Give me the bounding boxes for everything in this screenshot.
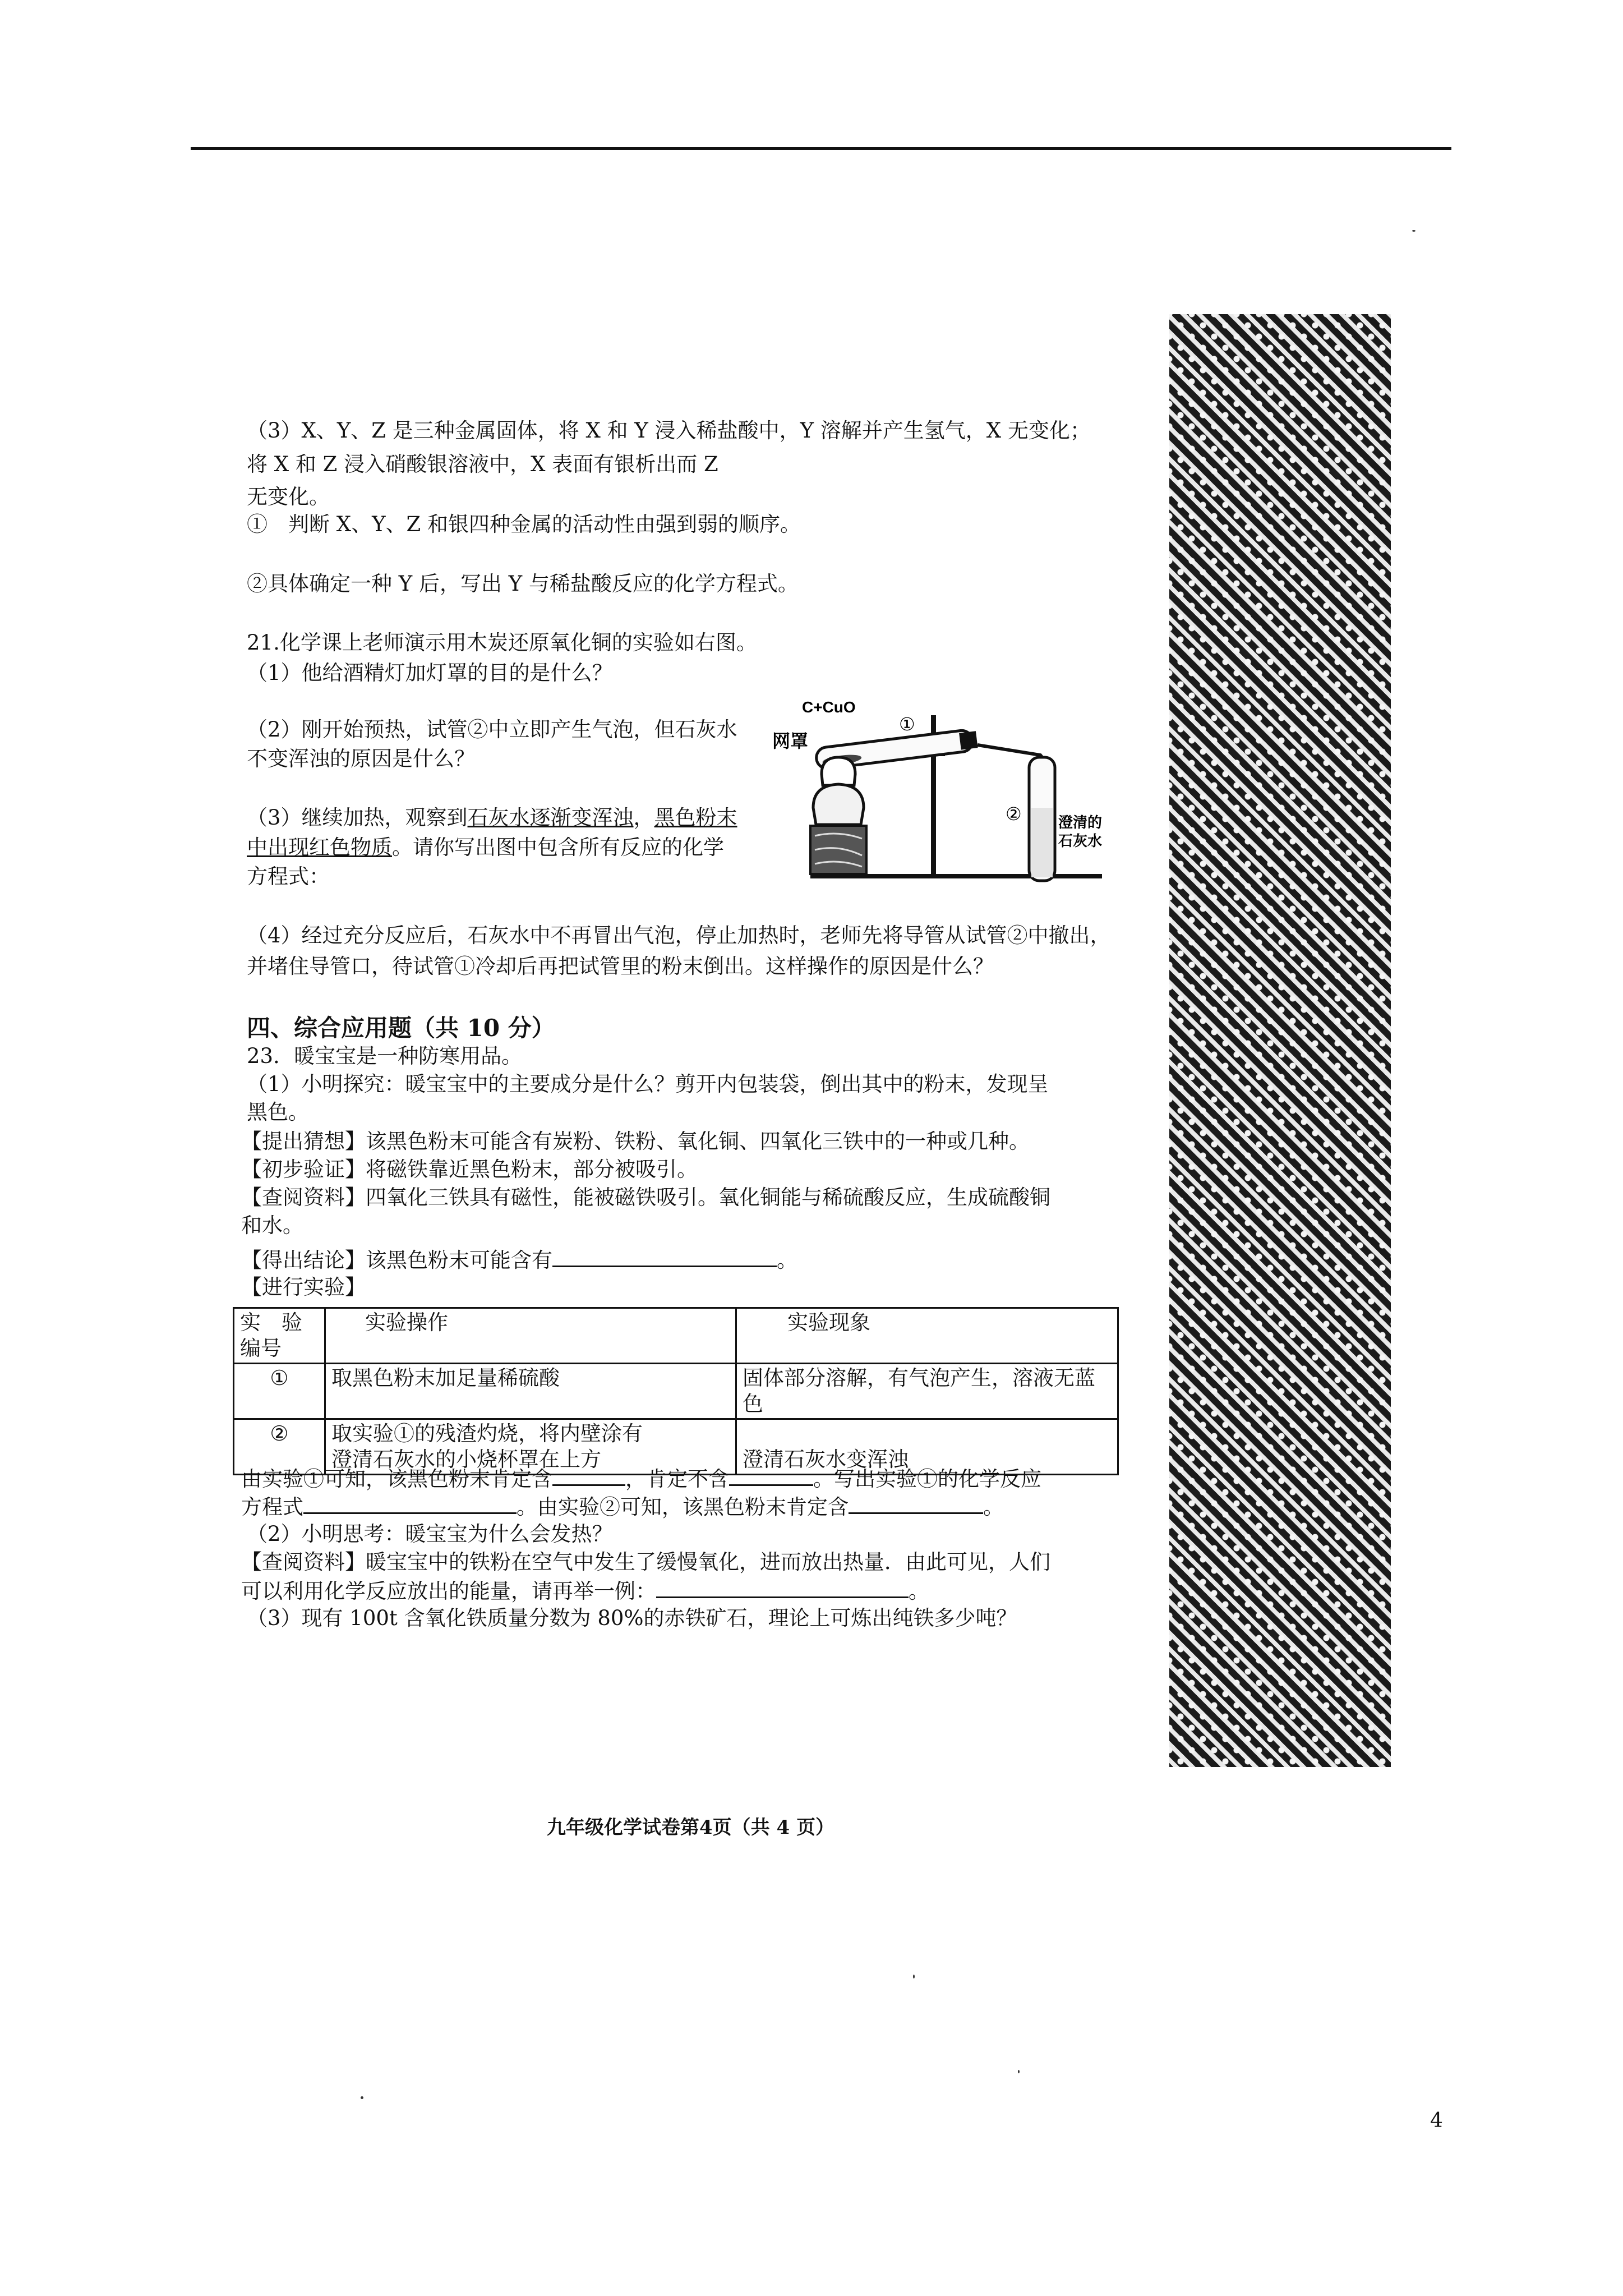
q23-conclusion (241, 1246, 797, 1273)
header-id-line1: 实 验 (240, 1310, 302, 1335)
alcohol-lamp (813, 784, 864, 825)
page-footer: 九年级化学试卷第4页（共 4 页） (547, 1816, 834, 1839)
q21-part3-text: （3）继续加热，观察到 (247, 806, 468, 830)
q20-3-line1: （3）X、Y、Z 是三种金属固体，将 X 和 Y 浸入稀盐酸中，Y 溶解并产生氢气，X 无变化； (247, 418, 1091, 443)
q23-part3: （3）现有 100t 含氧化铁质量分数为 80%的赤铁矿石，理论上可炼出纯铁多少吨？ (247, 1606, 1017, 1630)
q23-after-line2 (241, 1493, 1004, 1520)
row1-observation: 固体部分溶解，有气泡产生，溶液无蓝色 (736, 1364, 1118, 1419)
section-4-title: 四、综合应用题（共 10 分） (247, 1014, 555, 1042)
decorative-pattern-strip (1169, 314, 1391, 1767)
q21-part1: （1）他给酒精灯加灯罩的目的是什么？ (247, 661, 613, 685)
q23-intro: 23．暖宝宝是一种防寒用品。 (247, 1044, 523, 1068)
scan-speck (1018, 2070, 1020, 2073)
q23-info-line2: 和水。 (241, 1213, 303, 1237)
after1-text-a: 由实验①可知，该黑色粉末肯定含 (241, 1467, 552, 1491)
row2-observation: 澄清石灰水变浑浊 (736, 1419, 1118, 1475)
q21-part3-line2 (247, 835, 724, 861)
answer-blank-conclusion[interactable] (552, 1246, 777, 1267)
row1-id: ① (234, 1364, 325, 1419)
after2-text-c: 。 (983, 1495, 1004, 1519)
answer-blank-exp2[interactable] (849, 1493, 983, 1514)
q21-part4-line1: （4）经过充分反应后，石灰水中不再冒出气泡，停止加热时，老师先将导管从试管②中撤出， (247, 923, 1111, 947)
q23-info2-line2 (241, 1577, 929, 1604)
table-header-id (234, 1308, 325, 1364)
scan-speck (361, 2096, 363, 2099)
q21-part3-underlined-observation: 石灰水逐渐变浑浊 (467, 806, 634, 830)
label-reagent: C+CuO (802, 698, 856, 716)
q23-part2: （2）小明思考：暖宝宝为什么会发热？ (247, 1522, 613, 1546)
info2-end: 。 (909, 1579, 929, 1603)
row1-operation: 取黑色粉末加足量稀硫酸 (325, 1364, 736, 1419)
lime-water (1031, 808, 1053, 877)
after2-text-a: 方程式 (241, 1495, 303, 1519)
conclusion-text: 【得出结论】该黑色粉末可能含有 (241, 1248, 552, 1272)
q23-part1-line2: 黑色。 (247, 1100, 309, 1124)
row2-id: ② (234, 1419, 325, 1475)
apparatus-diagram (772, 696, 1141, 886)
q23-after-line1 (241, 1465, 1041, 1492)
label-lime-water-1: 澄清的 (1058, 815, 1103, 831)
table-header-row (234, 1308, 1118, 1364)
q21-part3-comma: ， (633, 806, 654, 830)
header-id-line2: 编号 (240, 1336, 282, 1360)
answer-blank-contains[interactable] (552, 1465, 625, 1486)
lamp-hood (822, 757, 855, 785)
label-tube-2: ② (1006, 803, 1022, 825)
q23-part1-line1: （1）小明探究：暖宝宝中的主要成分是什么？剪开内包装袋，倒出其中的粉末，发现呈 (247, 1072, 1049, 1096)
row2-operation-line2: 澄清石灰水的小烧杯罩在上方 (331, 1447, 601, 1471)
q20-3-sub2: ②具体确定一种 Y 后，写出 Y 与稀盐酸反应的化学方程式。 (247, 572, 799, 596)
q20-3-line3: 无变化。 (247, 485, 330, 509)
q21-part3-underlined-red: 中出现红色物质 (247, 835, 392, 859)
after1-text-b: ，肯定不含 (625, 1467, 729, 1491)
answer-blank-example[interactable] (656, 1577, 909, 1598)
label-tube-1: ① (899, 714, 915, 735)
label-lime-water-2: 石灰水 (1058, 833, 1103, 850)
top-rule (191, 147, 1451, 150)
table-header-observation: 实验现象 (736, 1308, 1118, 1364)
row2-operation-line1: 取实验①的残渣灼烧，将内壁涂有 (331, 1421, 643, 1446)
answer-blank-not-contains[interactable] (729, 1465, 813, 1486)
answer-blank-equation[interactable] (303, 1493, 517, 1514)
q21-intro: 21.化学课上老师演示用木炭还原氧化铜的实验如右图。 (247, 631, 757, 655)
conclusion-end: 。 (777, 1248, 797, 1272)
q23-guess: 【提出猜想】该黑色粉末可能含有炭粉、铁粉、氧化铜、四氧化三铁中的一种或几种。 (241, 1129, 1030, 1153)
q21-part3-line1 (247, 805, 737, 831)
q23-experiment-label: 【进行实验】 (241, 1275, 366, 1299)
page-number: 4 (1430, 2109, 1443, 2132)
q20-3-line2: 将 X 和 Z 浸入硝酸银溶液中，X 表面有银析出而 Z (247, 452, 718, 476)
q23-info2-line1: 【查阅资料】暖宝宝中的铁粉在空气中发生了缓慢氧化，进而放出热量．由此可见，人们 (241, 1550, 1050, 1574)
q23-verify: 【初步验证】将磁铁靠近黑色粉末，部分被吸引。 (241, 1157, 698, 1181)
table-row (234, 1364, 1118, 1419)
info2-text: 可以利用化学反应放出的能量，请再举一例： (241, 1579, 656, 1603)
q21-part2-line2: 不变浑浊的原因是什么？ (247, 747, 475, 771)
q21-part3-line3: 方程式： (247, 864, 330, 889)
q21-part4-line2: 并堵住导管口，待试管①冷却后再把试管里的粉末倒出。这样操作的原因是什么？ (247, 954, 994, 978)
after1-text-c: 。写出实验①的化学反应 (813, 1467, 1041, 1491)
label-hood: 网罩 (772, 730, 809, 752)
table-header-operation: 实验操作 (325, 1308, 736, 1364)
q21-part2-line1: （2）刚开始预热，试管②中立即产生气泡，但石灰水 (247, 717, 737, 742)
experiment-table (233, 1307, 1119, 1475)
scan-speck (913, 1975, 915, 1978)
q21-part3-text2: 。请你写出图中包含所有反应的化学 (392, 835, 724, 859)
q23-info-line1: 【查阅资料】四氧化三铁具有磁性，能被磁铁吸引。氧化铜能与稀硫酸反应，生成硫酸铜 (241, 1185, 1050, 1209)
q21-part3-underlined-powder: 黑色粉末 (654, 806, 737, 830)
scan-speck (1412, 230, 1415, 232)
after2-text-b: 。由实验②可知，该黑色粉末肯定含 (517, 1495, 849, 1519)
q20-3-sub1: ① 判断 X、Y、Z 和银四种金属的活动性由强到弱的顺序。 (247, 512, 801, 536)
